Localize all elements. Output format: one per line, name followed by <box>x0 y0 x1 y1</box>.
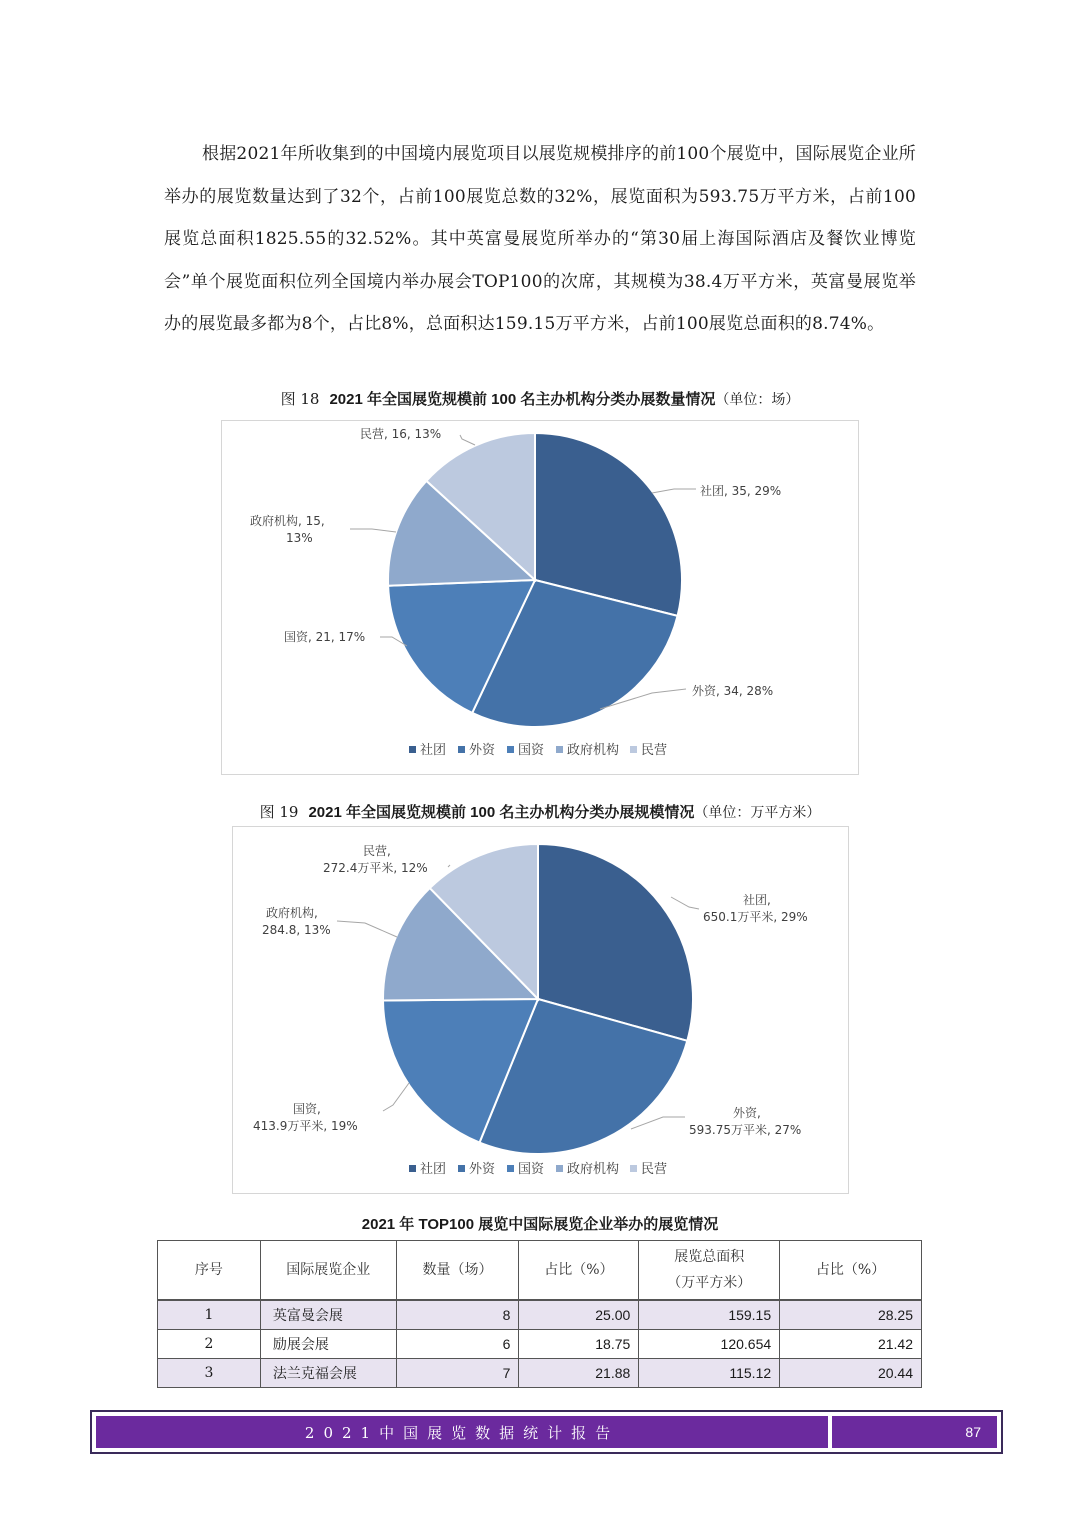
cell-index: 3 <box>158 1359 261 1388</box>
chart-2-container <box>232 826 849 1194</box>
legend-2-swatch-waizi <box>458 1165 465 1172</box>
leader-line-2-zhengfu <box>337 921 397 937</box>
label-2-minying-line1: 民营, <box>363 844 391 858</box>
chart-1-legend <box>409 742 667 758</box>
legend-swatch-shetuan <box>409 746 416 753</box>
chart-2-svg <box>233 827 848 1193</box>
figure-19-caption <box>0 801 1080 822</box>
header-area-line2: （万平方米） <box>667 1275 752 1291</box>
cell-area: 120.654 <box>639 1330 780 1359</box>
leader-line-zhengfu <box>350 529 396 532</box>
label-2-shetuan-line2: 650.1万平米, 29% <box>703 910 808 924</box>
legend-2-swatch-minying <box>630 1165 637 1172</box>
header-area-line1: 展览总面积 <box>674 1249 745 1265</box>
label-2-waizi-line2: 593.75万平米, 27% <box>689 1123 802 1137</box>
legend-2-waizi: 外资 <box>469 1162 496 1177</box>
legend-swatch-minying <box>630 746 637 753</box>
chart-1-svg <box>222 421 858 774</box>
label-2-waizi-line1: 外资, <box>733 1106 761 1120</box>
intl-exhibition-table <box>157 1240 922 1388</box>
table-row <box>158 1359 922 1388</box>
label-minying: 民营, 16, 13% <box>360 427 442 441</box>
legend-waizi: 外资 <box>469 743 496 758</box>
page-number: 87 <box>832 1416 997 1448</box>
cell-count: 6 <box>396 1330 519 1359</box>
header-count-ratio: 占比（%） <box>519 1241 639 1301</box>
legend-2-guozi: 国资 <box>518 1162 545 1177</box>
body-paragraph <box>164 133 916 346</box>
chart-2-slices <box>383 844 693 1154</box>
label-2-shetuan-line1: 社团, <box>743 893 771 907</box>
label-2-guozi-line2: 413.9万平米, 19% <box>253 1119 358 1133</box>
legend-zhengfu: 政府机构 <box>567 743 620 758</box>
table-row <box>158 1330 922 1359</box>
header-company: 国际展览企业 <box>260 1241 396 1301</box>
leader-line-2-shetuan <box>671 897 699 909</box>
figure-18-caption <box>0 388 1080 409</box>
legend-guozi: 国资 <box>518 743 545 758</box>
cell-count: 8 <box>396 1300 519 1330</box>
header-area-ratio: 占比（%） <box>780 1241 922 1301</box>
header-count: 数量（场） <box>396 1241 519 1301</box>
leader-line-minying <box>460 435 475 445</box>
figure-19-number: 图 19 <box>259 803 299 821</box>
cell-company: 励展会展 <box>260 1330 396 1359</box>
table-row <box>158 1300 922 1330</box>
cell-count-ratio: 25.00 <box>519 1300 639 1330</box>
legend-2-minying: 民营 <box>641 1162 668 1177</box>
figure-18-unit: （单位：场） <box>715 392 800 408</box>
figure-19-title: 2021 年全国展览规模前 100 名主办机构分类办展规模情况 <box>308 804 695 821</box>
cell-area: 115.12 <box>639 1359 780 1388</box>
legend-2-swatch-zhengfu <box>556 1165 563 1172</box>
legend-2-zhengfu: 政府机构 <box>567 1162 620 1177</box>
table-title: 2021 年 TOP100 展览中国际展览企业举办的展览情况 <box>361 1216 719 1233</box>
figure-18-title: 2021 年全国展览规模前 100 名主办机构分类办展数量情况 <box>329 391 716 408</box>
table-header-row <box>158 1241 922 1301</box>
label-2-minying-line2: 272.4万平米, 12% <box>323 861 428 875</box>
cell-area-ratio: 28.25 <box>780 1300 922 1330</box>
label-guozi: 国资, 21, 17% <box>284 630 366 644</box>
legend-2-shetuan: 社团 <box>420 1162 447 1177</box>
cell-index: 1 <box>158 1300 261 1330</box>
legend-swatch-waizi <box>458 746 465 753</box>
leader-line-shetuan <box>652 489 696 493</box>
figure-19-unit: （单位：万平方米） <box>694 805 821 821</box>
legend-minying: 民营 <box>641 743 668 758</box>
paragraph-text: 根据2021年所收集到的中国境内展览项目以展览规模排序的前100个展览中，国际展览企业所举办的展览数量达到了32个，占前100展览总数的32%，展览面积为593.75万平方米，占前100展览总面积1825.55的32.52%。其中英富曼展览所举办的“第30届上海国际酒店及餐饮业博览会”单个展览面积位列全国境内举办展会TOP100的次席，其规模为38.4万平方米，英富曼展览举办的展览最多都为8个，占比8%，总面积达159.15万平方米，占前100展览总面积的8.74%。 <box>164 144 916 334</box>
chart-2-legend <box>409 1161 667 1177</box>
chart-1-slices <box>388 433 682 727</box>
label-shetuan: 社团, 35, 29% <box>700 484 782 498</box>
leader-line-2-minying <box>448 865 450 867</box>
legend-2-swatch-guozi <box>507 1165 514 1172</box>
header-index: 序号 <box>158 1241 261 1301</box>
legend-swatch-zhengfu <box>556 746 563 753</box>
cell-count-ratio: 18.75 <box>519 1330 639 1359</box>
label-waizi: 外资, 34, 28% <box>692 684 774 698</box>
legend-swatch-guozi <box>507 746 514 753</box>
legend-2-swatch-shetuan <box>409 1165 416 1172</box>
cell-area-ratio: 20.44 <box>780 1359 922 1388</box>
header-area <box>639 1241 780 1301</box>
cell-index: 2 <box>158 1330 261 1359</box>
page-footer <box>90 1410 1003 1454</box>
cell-count: 7 <box>396 1359 519 1388</box>
label-2-zhengfu-line1: 政府机构, <box>266 906 318 920</box>
cell-area-ratio: 21.42 <box>780 1330 922 1359</box>
label-zhengfu-line2: 13% <box>286 531 313 545</box>
figure-18-number: 图 18 <box>280 390 320 408</box>
label-zhengfu-line1: 政府机构, 15, <box>250 514 325 528</box>
label-2-guozi-line1: 国资, <box>293 1102 321 1116</box>
legend-shetuan: 社团 <box>420 743 447 758</box>
leader-line-2-guozi <box>383 1083 409 1111</box>
cell-company: 英富曼会展 <box>260 1300 396 1330</box>
cell-company: 法兰克福会展 <box>260 1359 396 1388</box>
chart-1-container <box>221 420 859 775</box>
label-2-zhengfu-line2: 284.8, 13% <box>262 923 331 937</box>
cell-area: 159.15 <box>639 1300 780 1330</box>
footer-report-title: 2021中国展览数据统计报告 <box>96 1416 828 1448</box>
cell-count-ratio: 21.88 <box>519 1359 639 1388</box>
leader-line-2-waizi <box>631 1117 685 1129</box>
